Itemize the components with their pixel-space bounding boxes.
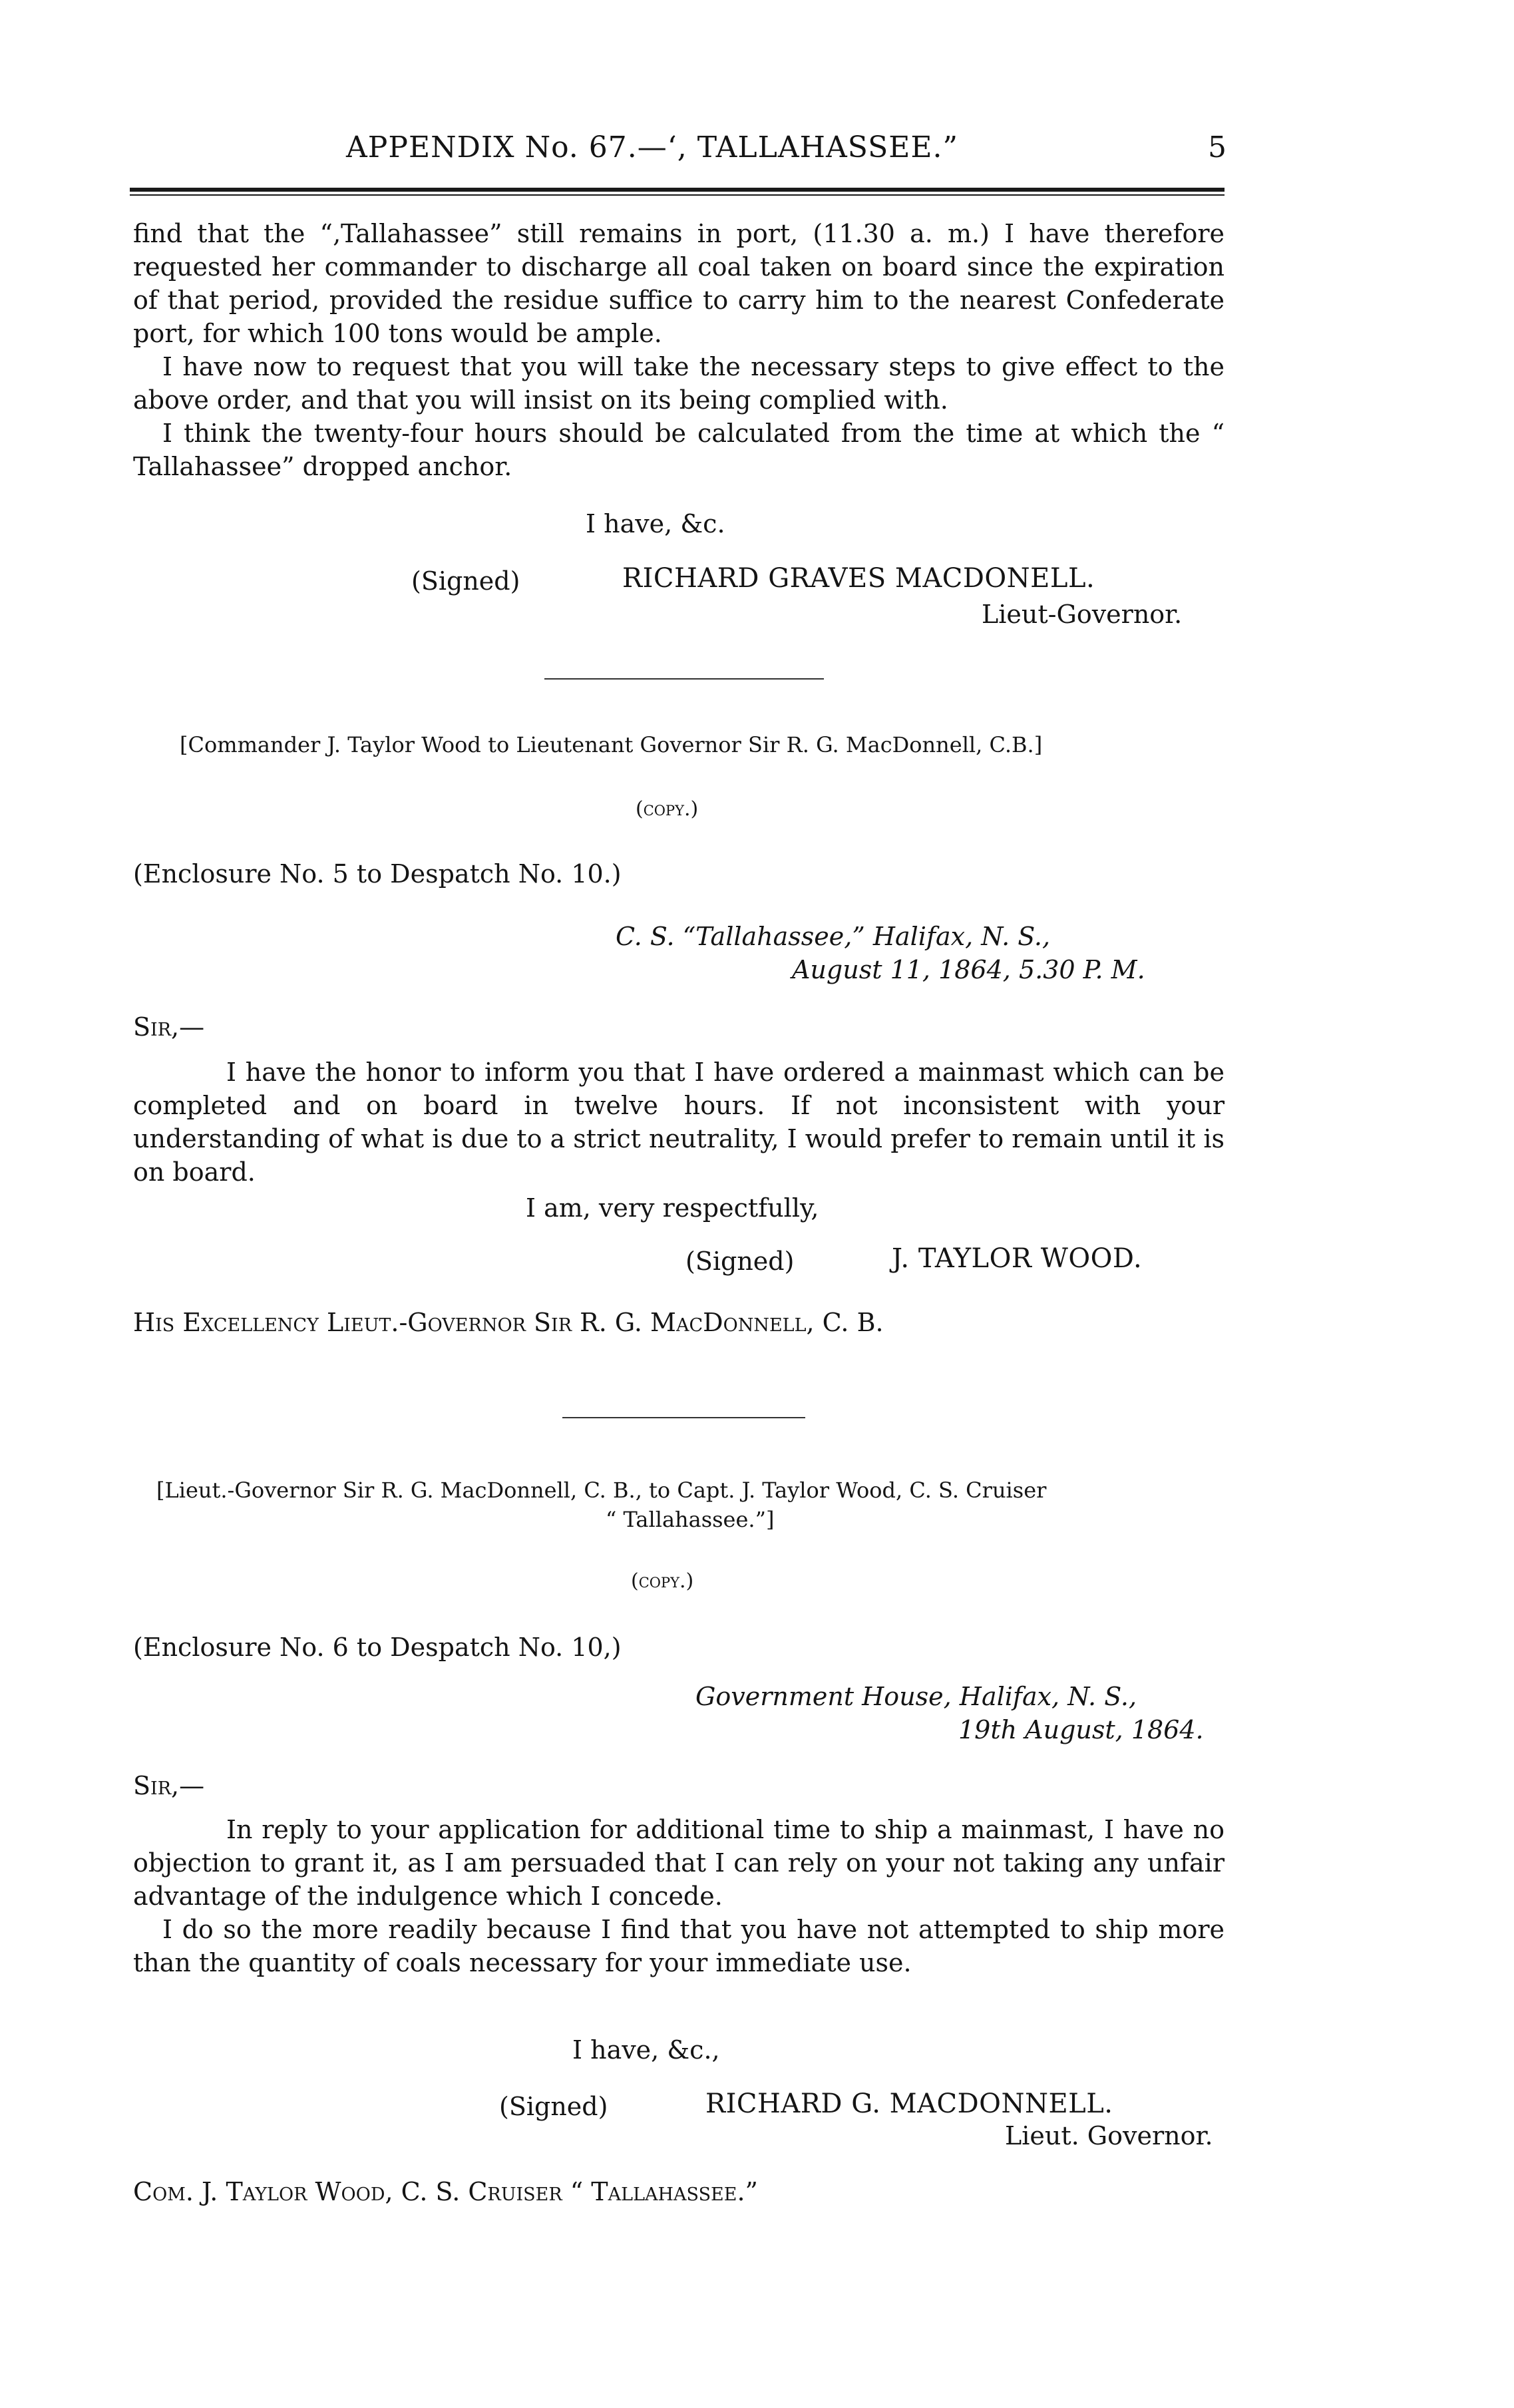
letter2-signed-label: (Signed)	[685, 1247, 795, 1276]
letter1-signer-title: Lieut-Governor.	[982, 600, 1183, 629]
letter3-closing: I have, &c.,	[572, 2035, 720, 2065]
letter2-copy-label: (copy.)	[636, 797, 699, 821]
letter1-body	[133, 217, 1225, 483]
letter3-salutation: Sir,—	[133, 1771, 205, 1800]
letter2-heading: [Commander J. Taylor Wood to Lieutenant Governor Sir R. G. MacDonnell, C.B.]	[180, 732, 1043, 757]
page-number: 5	[1208, 130, 1227, 164]
letter3-paragraph-1: In reply to your application for additional time to ship a mainmast, I have no objection to grant it, as I am persuaded that I can rely on your not taking any unfair advantage of the indulgence which I concede.	[133, 1815, 1225, 1911]
running-header: APPENDIX No. 67.—‘, TALLAHASSEE.”	[346, 130, 959, 164]
letter1-signer: RICHARD GRAVES MACDONELL.	[622, 563, 1095, 594]
letter2-enclosure: (Enclosure No. 5 to Despatch No. 10.)	[133, 859, 622, 889]
header-rule-thick	[130, 188, 1225, 192]
letter3-body	[133, 1813, 1225, 1979]
header-rule-thin	[130, 194, 1225, 196]
letter3-copy-label: (copy.)	[631, 1569, 694, 1593]
letter2-recipient: His Excellency Lieut.-Governor Sir R. G. MacDonnell, C. B.	[133, 1308, 884, 1337]
letter3-heading-line-1: [Lieut.-Governor Sir R. G. MacDonnell, C. B., to Capt. J. Taylor Wood, C. S. Cruiser	[156, 1478, 1047, 1503]
letter3-address-line-1: Government House, Halifax, N. S.,	[695, 1682, 1137, 1711]
letter2-body: I have the honor to inform you that I have ordered a mainmast which can be completed and on board in twelve hours. If not inconsistent with your understanding of what is due to a strict neutrality, I would prefer to remain until it is on board.	[133, 1058, 1225, 1187]
letter3-signer: RICHARD G. MACDONNELL.	[705, 2089, 1113, 2119]
separator-1	[544, 678, 824, 680]
letter1-paragraph-1: find that the “‚Tallahassee” still remains in port, (11.30 a. m.) I have therefore requested her commander to discharge all coal taken on board since the expiration of that period, provided the residue suffice to carry him to the nearest Confederate port, for which 100 tons would be ample.	[133, 219, 1225, 348]
letter3-paragraph-2: I do so the more readily because I find that you have not attempted to ship more than the quantity of coals necessary for your immediate use.	[133, 1915, 1225, 1977]
letter2-signer: J. TAYLOR WOOD.	[892, 1243, 1143, 1274]
letter3-recipient: Com. J. Taylor Wood, C. S. Cruiser “ Tallahassee.”	[133, 2177, 758, 2206]
separator-2	[562, 1417, 805, 1418]
letter1-paragraph-3: I think the twenty-four hours should be calculated from the time at which the “ Tallahassee” dropped anchor.	[133, 419, 1225, 481]
letter1-signed-label: (Signed)	[411, 566, 520, 596]
letter3-heading-line-2: “ Tallahassee.”]	[606, 1507, 775, 1532]
letter2-closing: I am, very respectfully,	[526, 1193, 819, 1223]
letter1-closing: I have, &c.	[586, 509, 725, 538]
letter3-address-line-2: 19th August, 1864.	[958, 1715, 1204, 1744]
letter1-paragraph-2: I have now to request that you will take the necessary steps to give effect to the above order, and that you will insist on its being complied with.	[133, 352, 1225, 415]
letter3-signed-label: (Signed)	[499, 2092, 608, 2121]
letter2-address-line-2: August 11, 1864, 5.30 P. M.	[792, 955, 1145, 984]
letter2-address-line-1: C. S. “Tallahassee,” Halifax, N. S.,	[616, 922, 1051, 951]
letter3-enclosure: (Enclosure No. 6 to Despatch No. 10,)	[133, 1633, 622, 1662]
letter3-signer-title: Lieut. Governor.	[1005, 2121, 1213, 2150]
letter2-salutation: Sir,—	[133, 1012, 205, 1042]
